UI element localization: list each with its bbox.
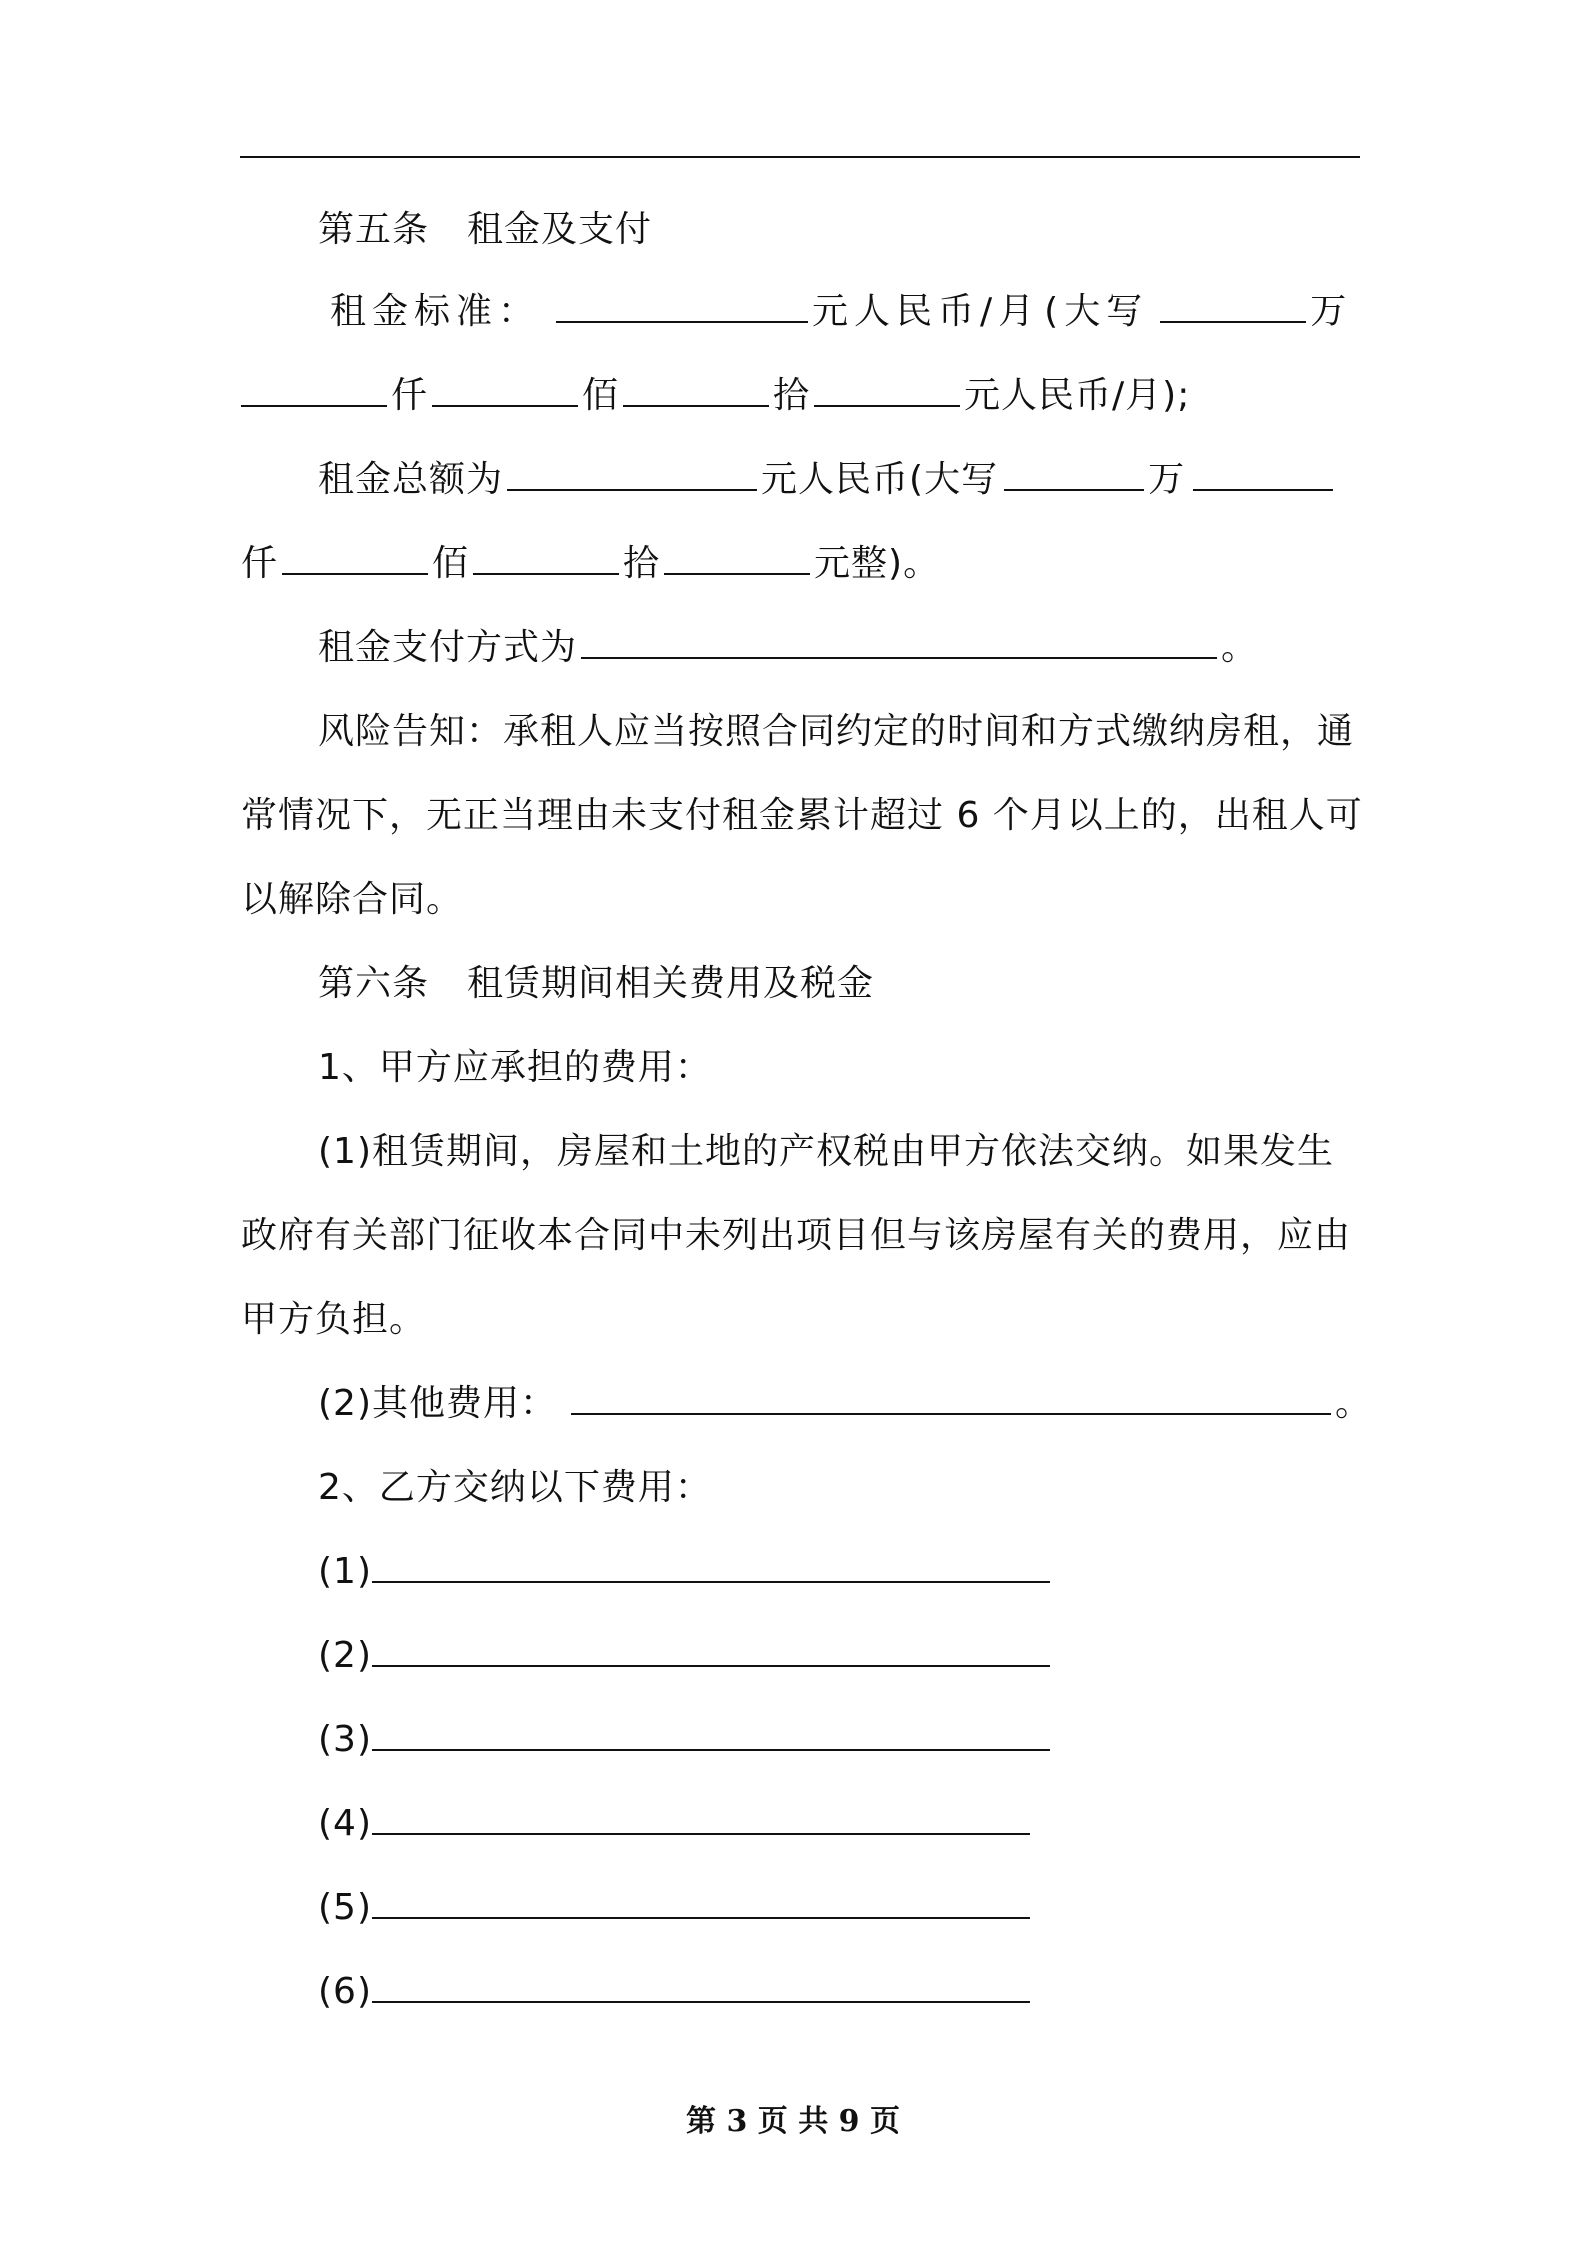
rent-total-shi-blank[interactable] (473, 543, 619, 575)
rent-standard-qian: 仟 (391, 375, 429, 416)
party-b-item (318, 1716, 1050, 1764)
party-b-item (318, 1632, 1050, 1680)
party-a-item1-line1: (1)租赁期间，房屋和土地的产权税由甲方依法交纳。如果发生 (318, 1131, 1334, 1172)
risk-notice-line2: 常情况下，无正当理由未支付租金累计超过 6 个月以上的，出租人可 (241, 795, 1363, 836)
party-b-item-label: (5) (318, 1887, 372, 1928)
party-a-item2-label: (2)其他费用： (318, 1383, 557, 1424)
rent-total-yuan-blank[interactable] (664, 543, 810, 575)
article5-heading-num: 第五条 (318, 209, 430, 250)
party-b-item-blank[interactable] (372, 1635, 1050, 1667)
rent-total-qian: 仟 (241, 543, 279, 584)
rent-total-line1 (318, 456, 1333, 504)
party-a-title: 1、甲方应承担的费用： (318, 1047, 712, 1088)
party-b-item (318, 1884, 1030, 1932)
party-b-item-label: (4) (318, 1803, 372, 1844)
rent-standard-bai: 佰 (582, 375, 620, 416)
rent-standard-daxie: (大写 (1044, 291, 1149, 332)
rent-standard-line2 (241, 372, 1190, 420)
payment-method-end: 。 (1221, 627, 1259, 668)
rent-total-unit: 元人民币 (761, 459, 910, 500)
article5-heading (318, 206, 652, 254)
party-b-title: 2、乙方交纳以下费用： (318, 1467, 712, 1508)
party-b-item (318, 1800, 1030, 1848)
rent-standard-shi-blank[interactable] (623, 375, 769, 407)
party-b-item-blank[interactable] (372, 1887, 1030, 1919)
rent-total-qian-blank-a[interactable] (1193, 459, 1333, 491)
rent-standard-line1 (330, 288, 1352, 336)
rent-total-bai: 佰 (432, 543, 470, 584)
article6-heading (318, 960, 874, 1008)
rent-standard-tail: 元人民币/月); (964, 375, 1191, 416)
rent-standard-yuan-blank[interactable] (814, 375, 960, 407)
party-b-item-blank[interactable] (372, 1971, 1030, 2003)
rent-standard-unit: 元人民币/月 (812, 291, 1041, 332)
rent-standard-bai-blank[interactable] (432, 375, 578, 407)
article6-heading-title: 租赁期间相关费用及税金 (467, 963, 875, 1004)
party-b-item-blank[interactable] (372, 1719, 1050, 1751)
party-a-item1-line3: 甲方负担。 (241, 1299, 427, 1340)
party-b-item-label: (2) (318, 1635, 372, 1676)
rent-standard-wan: 万 (1310, 291, 1353, 332)
header-rule (240, 156, 1360, 158)
party-b-item-label: (1) (318, 1551, 372, 1592)
rent-total-amount-blank[interactable] (507, 459, 757, 491)
rent-total-tail: 元整)。 (814, 543, 941, 584)
party-b-item (318, 1548, 1050, 1596)
risk-notice-line1: 风险告知：承租人应当按照合同约定的时间和方式缴纳房租，通 (318, 711, 1355, 752)
party-a-item2-line (318, 1380, 1372, 1428)
rent-standard-label: 租金标准： (330, 291, 541, 332)
party-b-item-blank[interactable] (372, 1551, 1050, 1583)
rent-total-line2 (241, 540, 940, 588)
payment-method-line (318, 624, 1258, 672)
party-b-item-blank[interactable] (372, 1803, 1030, 1835)
risk-notice-line3: 以解除合同。 (241, 879, 464, 920)
rent-total-wan: 万 (1148, 459, 1186, 500)
payment-method-blank[interactable] (581, 627, 1217, 659)
rent-standard-wan-blank[interactable] (1160, 291, 1306, 323)
rent-standard-qian-blank[interactable] (241, 375, 387, 407)
rent-total-wan-blank[interactable] (1004, 459, 1144, 491)
article5-heading-title: 租金及支付 (467, 209, 653, 250)
party-b-item-label: (6) (318, 1971, 372, 2012)
party-a-item2-end: 。 (1335, 1383, 1373, 1424)
payment-method-label: 租金支付方式为 (318, 627, 578, 668)
rent-total-daxie: (大写 (909, 459, 999, 500)
party-b-item-label: (3) (318, 1719, 372, 1760)
party-a-other-fees-blank[interactable] (571, 1383, 1331, 1415)
rent-total-shi: 拾 (623, 543, 661, 584)
rent-total-label: 租金总额为 (318, 459, 504, 500)
rent-standard-shi: 拾 (773, 375, 811, 416)
party-b-item (318, 1968, 1030, 2016)
page-number-footer: 第 3 页 共 9 页 (686, 2104, 900, 2139)
rent-standard-amount-blank[interactable] (556, 291, 808, 323)
rent-total-bai-blank[interactable] (282, 543, 428, 575)
article6-heading-num: 第六条 (318, 963, 430, 1004)
party-a-item1-line2: 政府有关部门征收本合同中未列出项目但与该房屋有关的费用，应由 (241, 1215, 1352, 1256)
